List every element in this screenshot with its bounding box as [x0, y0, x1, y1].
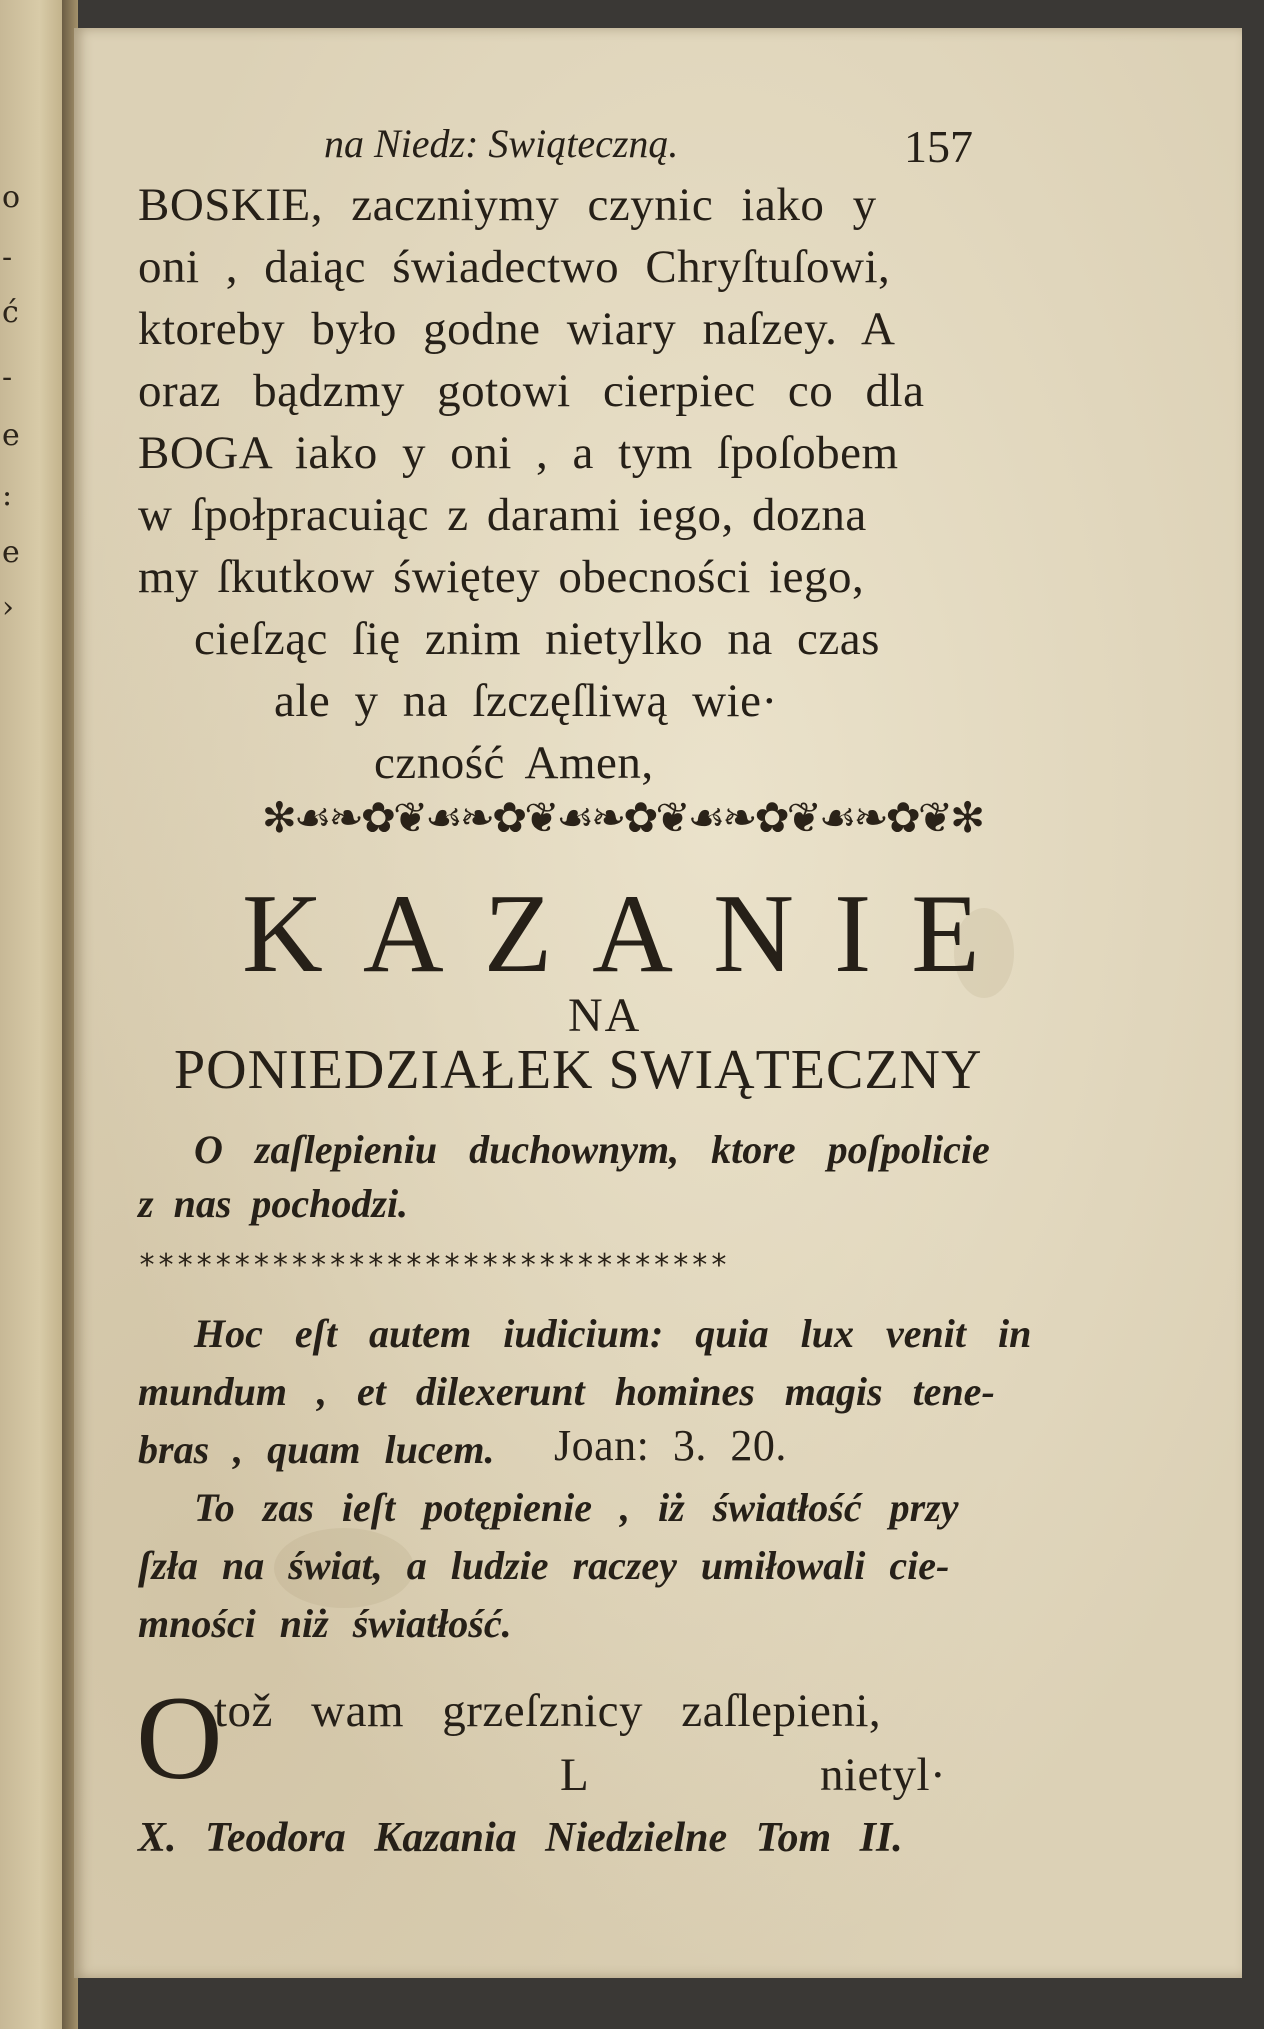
latin-quote-line: mundum , et dilexerunt homines magis tene-	[138, 1369, 995, 1414]
prev-page-fragment: ć	[2, 295, 19, 330]
prev-page-fragment: :	[2, 478, 13, 513]
prev-page-fragment: -	[2, 360, 13, 395]
paragraph-line: oraz bądzmy gotowi cierpiec co dla	[138, 365, 925, 417]
page-number: 157	[904, 121, 973, 172]
book-page	[74, 28, 1242, 1978]
final-text-line: tož wam grzeſznicy zaſlepieni,	[214, 1685, 882, 1737]
polish-quote-line: To zas ieſt potępienie , iż światłość przy	[194, 1485, 959, 1530]
sermon-topic-line: z nas pochodzi.	[138, 1181, 409, 1226]
sermon-title: KAZANIE	[242, 872, 1020, 996]
paragraph-line: BOGA iako y oni , a tym ſpoſobem	[138, 427, 899, 479]
sermon-title-na: NA	[568, 989, 642, 1042]
polish-quote-line: mności niż światłość.	[138, 1601, 512, 1646]
sermon-occasion: PONIEDZIAŁEK SWIĄTECZNY	[174, 1039, 983, 1101]
catchword: nietyl·	[820, 1749, 947, 1801]
paragraph-line: my ſkutkow świętey obecności iego,	[138, 551, 865, 603]
volume-footer: X. Teodora Kazania Niedzielne Tom II.	[138, 1815, 903, 1861]
paragraph-line: czność Amen,	[374, 737, 654, 789]
sermon-topic-line: O zaſlepieniu duchownym, ktore poſpolicie	[194, 1127, 990, 1172]
polish-quote-line: ſzła na świat, a ludzie raczey umiłowali cie-	[138, 1543, 950, 1588]
prev-page-fragment: ›	[2, 590, 14, 625]
prev-page-fragment: e	[2, 418, 20, 453]
paragraph-line: oni , daiąc świadectwo Chryſtuſowi,	[138, 241, 891, 293]
drop-cap: O	[136, 1671, 223, 1804]
latin-quote-line: Hoc eſt autem iudicium: quia lux venit in	[194, 1311, 1032, 1356]
citation: Joan: 3. 20.	[554, 1421, 787, 1470]
prev-page-fragment: e	[2, 535, 20, 570]
paragraph-line: w ſpołpracuiąc z darami iego, dozna	[138, 489, 867, 541]
paragraph-line: BOSKIE, zaczniymy czynic iako y	[138, 179, 877, 231]
asterisk-rule: *******************************	[138, 1248, 729, 1283]
paragraph-line: ale y na ſzczęſliwą wie·	[274, 675, 778, 727]
paragraph-line: ktoreby było godne wiary naſzey. A	[138, 303, 896, 355]
signature-mark: L	[560, 1749, 590, 1801]
running-header: na Niedz: Swiąteczną.	[324, 121, 679, 166]
paragraph-line: cieſząc ſię znim nietylko na czas	[194, 613, 880, 665]
prev-page-fragment: o	[2, 180, 21, 215]
latin-quote-line: bras , quam lucem.	[138, 1427, 495, 1472]
ornamental-border: ✻☙❧✿❦☙❧✿❦☙❧✿❦☙❧✿❦☙❧✿❦✻	[261, 793, 983, 842]
prev-page-fragment: -	[2, 240, 13, 275]
